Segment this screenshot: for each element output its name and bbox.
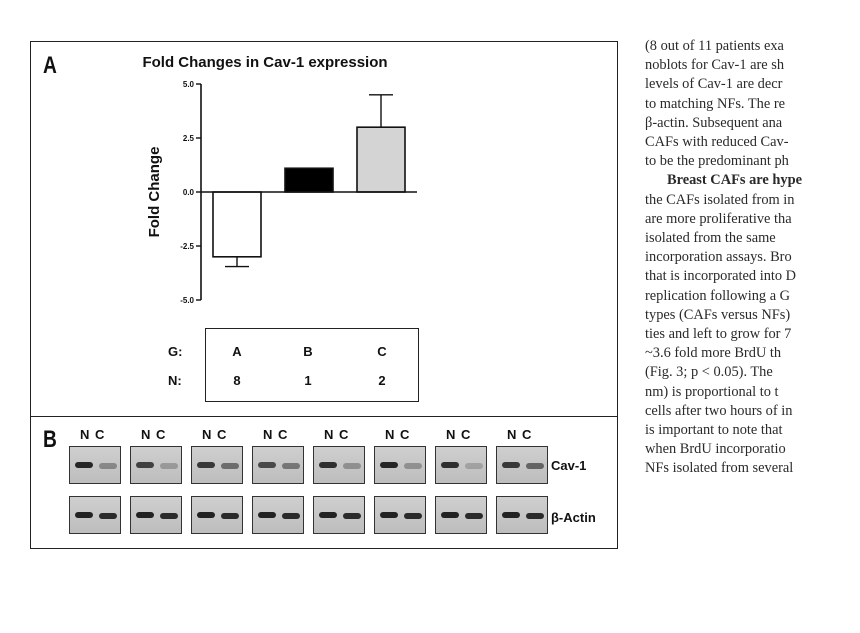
cav1-blot <box>252 446 304 484</box>
actin-blot <box>374 496 426 534</box>
band-normal <box>380 512 398 518</box>
table-row-label-n: N: <box>168 373 182 388</box>
panel-b-label: B <box>43 426 57 453</box>
band-caf <box>526 463 544 469</box>
band-caf <box>343 463 361 469</box>
cav1-blot <box>496 446 548 484</box>
article-body-text <box>645 37 860 559</box>
cav1-blot <box>191 446 243 484</box>
cav1-blot <box>130 446 182 484</box>
table-row-label-g: G: <box>168 344 183 359</box>
band-normal <box>319 512 337 518</box>
y-tick-label: 0.0 <box>182 188 194 197</box>
text-line: CAFs with reduced Cav- <box>645 134 789 151</box>
band-normal <box>502 512 520 518</box>
lane-header: N C <box>324 427 350 442</box>
text-line: incorporation assays. Bro <box>645 249 792 266</box>
band-normal <box>75 462 93 468</box>
band-normal <box>258 462 276 468</box>
band-normal <box>258 512 276 518</box>
band-caf <box>160 513 178 519</box>
text-line: types (CAFs versus NFs) <box>645 306 791 323</box>
band-caf <box>282 463 300 469</box>
panel-a-label: A <box>43 52 57 79</box>
table-count-cell: 8 <box>233 373 241 388</box>
band-caf <box>99 463 117 469</box>
text-line: ~3.6 fold more BrdU th <box>645 345 782 362</box>
band-caf <box>343 513 361 519</box>
table-group-cell: A <box>232 344 242 359</box>
chart-title: Fold Changes in Cav-1 expression <box>142 54 388 71</box>
band-normal <box>319 462 337 468</box>
text-line: β-actin. Subsequent ana <box>645 114 783 131</box>
bar <box>285 168 333 192</box>
band-normal <box>136 462 154 468</box>
band-normal <box>136 512 154 518</box>
text-line: nm) is proportional to t <box>645 383 779 400</box>
cav1-blot <box>313 446 365 484</box>
section-heading: Breast CAFs are hype <box>667 172 802 189</box>
band-caf <box>465 513 483 519</box>
cav1-blot <box>435 446 487 484</box>
band-normal <box>197 512 215 518</box>
band-caf <box>465 463 483 469</box>
lane-header: N C <box>80 427 106 442</box>
group-table <box>168 328 419 402</box>
band-caf <box>282 513 300 519</box>
y-tick-label: -2.5 <box>180 242 194 251</box>
actin-blot <box>313 496 365 534</box>
band-caf <box>160 463 178 469</box>
text-line: NFs isolated from several <box>645 460 794 477</box>
band-normal <box>197 462 215 468</box>
text-line: to matching NFs. The re <box>645 95 786 112</box>
text-line: noblots for Cav-1 are sh <box>645 57 785 74</box>
band-caf <box>404 463 422 469</box>
table-group-cell: C <box>377 344 387 359</box>
text-line: replication following a G <box>645 287 791 304</box>
text-line: levels of Cav-1 are decr <box>645 76 783 93</box>
band-caf <box>221 513 239 519</box>
lane-header: N C <box>507 427 533 442</box>
y-tick-label: 2.5 <box>182 134 194 143</box>
cav1-row-label: Cav-1 <box>551 458 587 473</box>
text-line: the CAFs isolated from in <box>645 191 795 208</box>
actin-blot <box>252 496 304 534</box>
lane-header: N C <box>141 427 167 442</box>
lane-header: N C <box>446 427 472 442</box>
bar <box>213 192 261 257</box>
lane-header: N C <box>202 427 228 442</box>
cav1-blot <box>374 446 426 484</box>
actin-blot <box>191 496 243 534</box>
band-caf <box>404 513 422 519</box>
actin-row-label: β-Actin <box>551 510 596 525</box>
cav1-blot <box>69 446 121 484</box>
band-normal <box>441 512 459 518</box>
table-count-cell: 1 <box>304 373 312 388</box>
y-tick-label: 5.0 <box>182 80 194 89</box>
text-line: ties and left to grow for 7 <box>645 326 792 343</box>
lane-header: N C <box>385 427 411 442</box>
bar <box>357 127 405 192</box>
text-line: cells after two hours of in <box>645 402 793 419</box>
band-caf <box>99 513 117 519</box>
panel-divider <box>31 416 617 417</box>
actin-blot <box>496 496 548 534</box>
band-normal <box>441 462 459 468</box>
chart-plot-background <box>167 78 449 324</box>
band-normal <box>502 462 520 468</box>
text-line: to be the predominant ph <box>645 153 789 170</box>
actin-blot <box>69 496 121 534</box>
table-group-cell: B <box>303 344 313 359</box>
text-line: (8 out of 11 patients exa <box>645 38 784 54</box>
chart-y-axis-label: Fold Change <box>146 146 163 238</box>
y-tick-label: -5.0 <box>180 296 194 305</box>
text-line: that is incorporated into D <box>645 268 797 285</box>
text-line: are more proliferative tha <box>645 210 792 227</box>
band-normal <box>75 512 93 518</box>
band-caf <box>221 463 239 469</box>
table-count-cell: 2 <box>378 373 386 388</box>
band-caf <box>526 513 544 519</box>
text-line: is important to note that <box>645 422 783 439</box>
band-normal <box>380 462 398 468</box>
text-line: when BrdU incorporatio <box>645 441 786 458</box>
text-line: (Fig. 3; p < 0.05). The <box>645 364 773 381</box>
actin-blot <box>435 496 487 534</box>
lane-header: N C <box>263 427 289 442</box>
text-line: isolated from the same <box>645 230 776 247</box>
actin-blot <box>130 496 182 534</box>
figure-frame <box>30 41 618 549</box>
